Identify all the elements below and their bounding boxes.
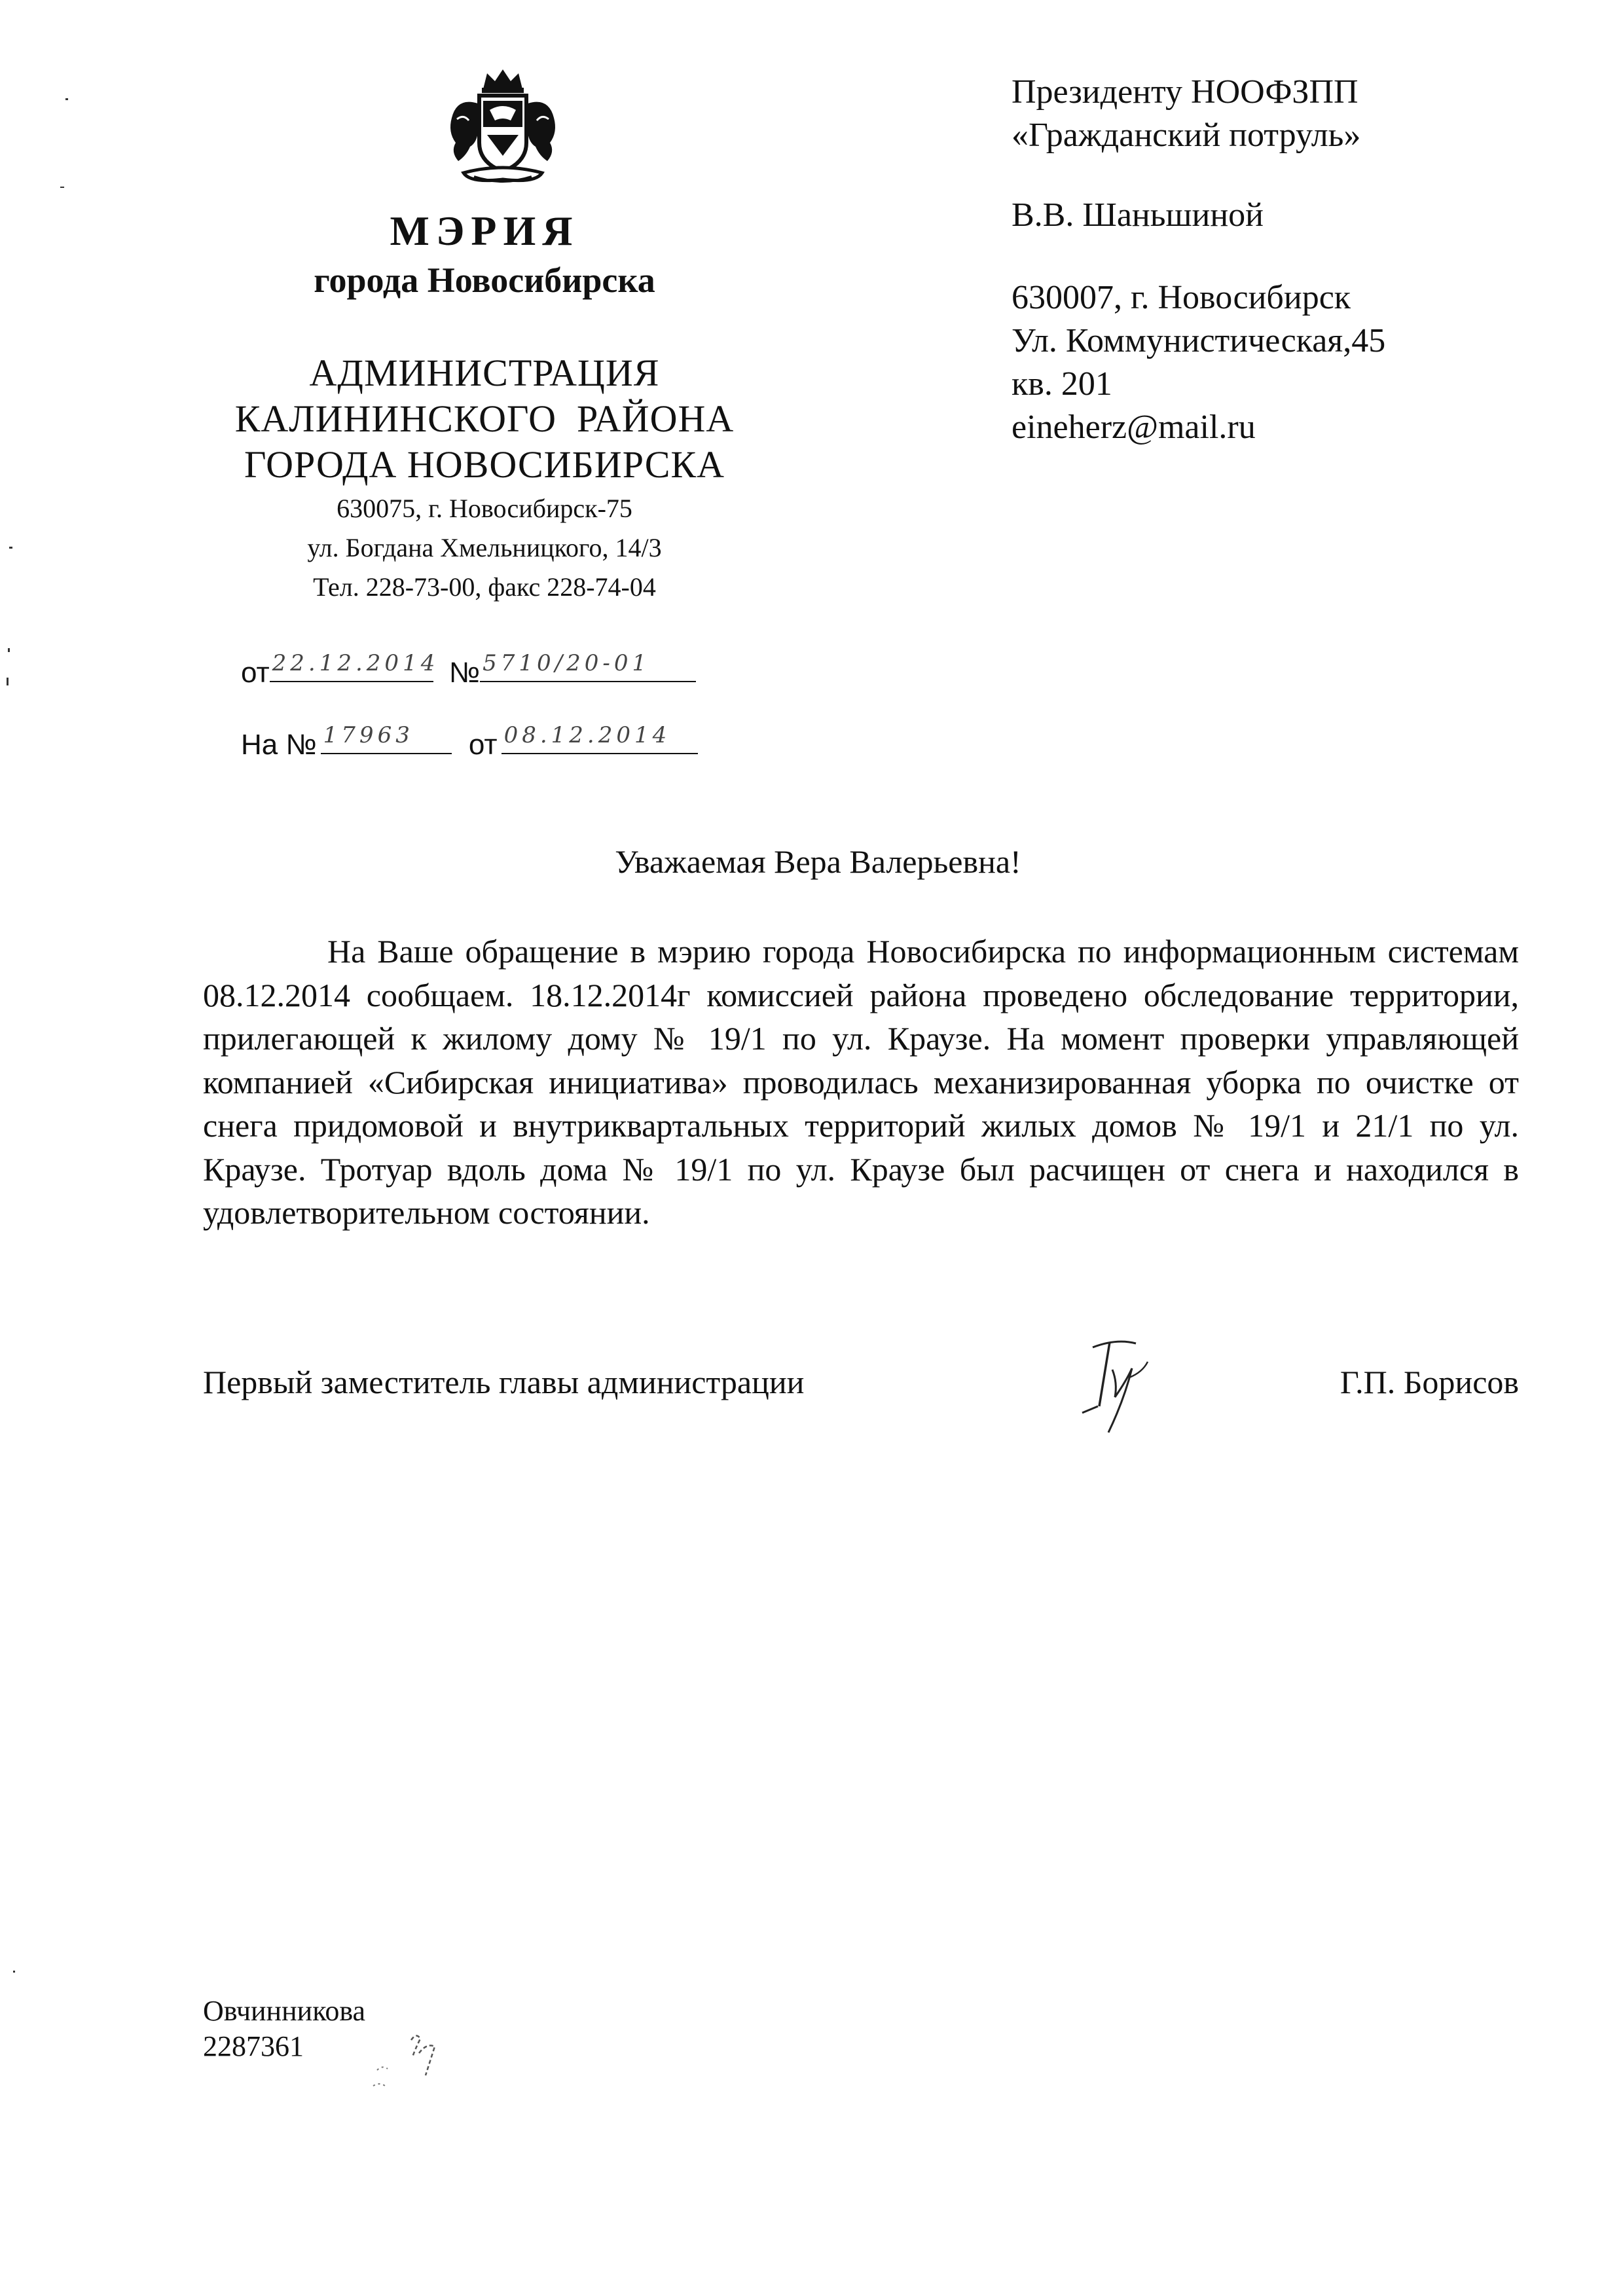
street-address: ул. Богдана Хмельницкого, 14/3	[307, 533, 662, 562]
number-label: №	[448, 657, 481, 689]
reply-number-handwritten: 17963	[323, 722, 414, 748]
from-label: от	[241, 657, 270, 689]
signer-title: Первый заместитель главы администрации	[203, 1364, 805, 1400]
outgoing-registration	[241, 650, 696, 689]
admin-contacts	[196, 489, 773, 607]
scan-mark	[60, 187, 64, 188]
reply-from-label: от	[468, 729, 498, 761]
addressee-apartment: кв. 201	[1012, 365, 1112, 403]
addressee-city: 630007, г. Новосибирск	[1012, 279, 1351, 316]
outgoing-date-field	[270, 650, 439, 682]
signature-row	[203, 1360, 1519, 1439]
executor-phone: 2287361	[203, 2030, 304, 2062]
phone-fax: Тел. 228-73-00, факс 228-74-04	[313, 572, 656, 602]
letter-body: На Ваше обращение в мэрию города Новосибирска по информационным системам 08.12.2014 сообщаем. 18.12.2014г комиссией района проведено обследование территории, прилегающей к жилому дому № 19/1 по ул. Краузе. На момент проверки управляющей компанией «Сибирская инициатива» проводилась механизированная уборка по очистке от снега придомовой и внутриквартальных территорий жилых домов № 19/1 и 21/1 по ул. Краузе. Тротуар вдоль дома № 19/1 по ул. Краузе был расчищен от снега и находился в удовлетворительном состоянии.	[203, 933, 1519, 1231]
executor-block	[203, 1994, 365, 2064]
city-heading: города Новосибирска	[314, 261, 655, 300]
addressee-email: eineherz@mail.ru	[1012, 409, 1256, 446]
initials-mark-icon	[354, 2023, 458, 2095]
outgoing-number-field	[480, 650, 696, 682]
postal-address: 630075, г. Новосибирск-75	[337, 494, 632, 523]
scan-mark	[13, 1971, 15, 1973]
addressee-street: Ул. Коммунистическая,45	[1012, 322, 1386, 359]
admin-line: ГОРОДА НОВОСИБИРСКА	[244, 443, 725, 486]
coat-of-arms-icon	[437, 64, 568, 195]
scan-mark	[65, 98, 68, 100]
salutation: Уважаемая Вера Валерьевна!	[615, 843, 1021, 880]
reply-number-label: На №	[241, 729, 317, 761]
incoming-reference	[241, 722, 698, 761]
outgoing-number-handwritten: 5710/20-01	[483, 650, 651, 676]
administration-name	[196, 350, 773, 488]
outgoing-date-handwritten: 22.12.2014	[272, 650, 439, 676]
addressee-organization: «Гражданский потруль»	[1012, 117, 1361, 154]
reply-number-field	[321, 722, 452, 754]
letterhead	[196, 206, 773, 607]
scan-mark	[8, 648, 10, 652]
scan-mark	[9, 547, 12, 549]
addressee-position: Президенту НООФЗПП	[1012, 73, 1359, 111]
mayoralty-heading: МЭРИЯ	[390, 208, 579, 254]
reply-date-field	[501, 722, 698, 754]
addressee-block	[1012, 71, 1601, 449]
admin-line: КАЛИНИНСКОГО РАЙОНА	[234, 397, 735, 440]
signer-name: Г.П. Борисов	[1340, 1364, 1519, 1400]
reply-date-handwritten: 08.12.2014	[503, 722, 671, 748]
scan-mark	[7, 678, 9, 685]
admin-line: АДМИНИСТРАЦИЯ	[309, 352, 660, 394]
handwritten-signature-icon	[1064, 1334, 1162, 1446]
addressee-name: В.В. Шаньшиной	[1012, 196, 1264, 234]
executor-name: Овчинникова	[203, 1995, 366, 2027]
